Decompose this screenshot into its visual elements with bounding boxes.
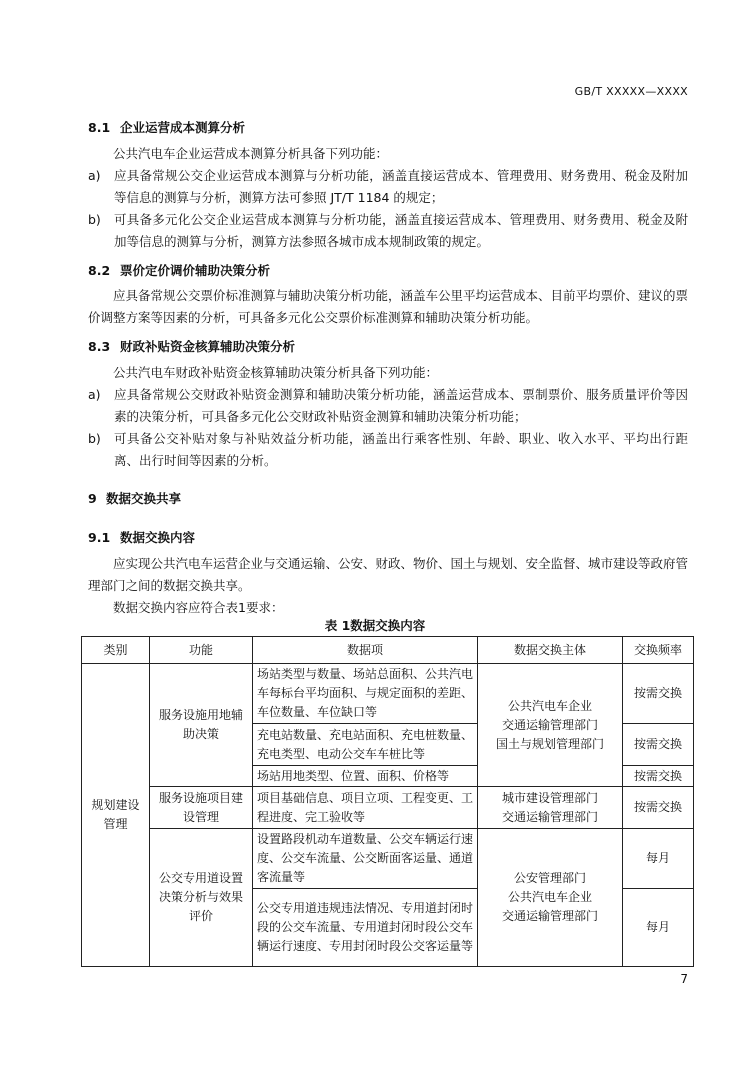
table-header-row [82,637,694,664]
frequency-cell: 按需交换 [623,787,694,829]
table-row [82,787,694,829]
list-text: 应具备常规公交财政补贴资金测算和辅助决策分析功能，涵盖运营成本、票制票价、服务质量评价等因素的决策分析，可具备多元化公交财政补贴资金测算和辅助决策分析功能； [114,387,688,424]
section-8-2-body: 应具备常规公交票价标准测算与辅助决策分析功能，涵盖车公里平均运营成本、目前平均票价、建议的票价调整方案等因素的分析，可具备多元化公交票价标准测算和辅助决策分析功能。 [88,288,689,325]
list-item [88,384,688,428]
frequency-cell: 按需交换 [623,664,694,724]
section-8-1-intro: 公共汽电车企业运营成本测算分析具备下列功能： [113,146,389,161]
list-marker: b) [88,431,101,446]
header-function: 功能 [150,637,253,664]
standard-code: GB/T XXXXX—XXXX [574,85,688,98]
function-cell: 公交专用道设置决策分析与效果评价 [150,829,253,967]
header-data-item: 数据项 [253,637,478,664]
list-item [88,428,688,472]
data-item-cell: 场站类型与数量、场站总面积、公共汽电车每标台平均面积、与规定面积的差距、车位数量、车位缺口等 [253,664,478,724]
table-caption: 表 1数据交换内容 [324,618,426,633]
frequency-cell: 按需交换 [623,724,694,766]
table-row [82,829,694,889]
frequency-cell: 每月 [623,829,694,889]
list-item [88,165,688,209]
section-9-heading [88,489,181,507]
list-text: 可具备多元化公交企业运营成本测算与分析功能，涵盖直接运营成本、管理费用、财务费用、税金及附加等信息的测算与分析，测算方法参照各城市成本规制政策的规定。 [114,212,688,249]
list-marker: a) [88,387,101,402]
frequency-cell: 每月 [623,889,694,967]
section-title: 企业运营成本测算分析 [120,120,246,135]
function-cell: 服务设施用地辅助决策 [150,664,253,787]
data-item-cell: 设置路段机动车道数量、公交车辆运行速度、公交车流量、公交断面客运量、通道客流量等 [253,829,478,889]
category-cell: 规划建设管理 [82,664,150,967]
list-text: 应具备常规公交企业运营成本测算与分析功能，涵盖直接运营成本、管理费用、财务费用、税金及附加等信息的测算与分析，测算方法可参照 JT/T 1184 的规定； [114,168,688,205]
page-number: 7 [680,972,688,986]
section-number: 8.3 [88,339,111,354]
header-exchange-subject: 数据交换主体 [478,637,623,664]
header-exchange-frequency: 交换频率 [623,637,694,664]
data-item-cell: 公交专用道违规违法情况、专用道封闭时段的公交车流量、专用道封闭时段公交车辆运行速度、专用封闭时段公交客运量等 [253,889,478,967]
table-row [82,664,694,724]
subject-cell: 公共汽电车企业 交通运输管理部门 国土与规划管理部门 [478,664,623,787]
section-number: 9 [88,491,97,506]
function-cell: 服务设施项目建设管理 [150,787,253,829]
section-9-1-heading [88,528,195,546]
data-item-cell: 充电站数量、充电站面积、充电桩数量、充电类型、电动公交车车桩比等 [253,724,478,766]
section-9-1-body2: 数据交换内容应符合表1要求： [113,600,284,615]
list-marker: a) [88,168,101,183]
header-category: 类别 [82,637,150,664]
subject-cell: 城市建设管理部门 交通运输管理部门 [478,787,623,829]
data-item-cell: 场站用地类型、位置、面积、价格等 [253,766,478,787]
section-8-3-intro: 公共汽电车财政补贴资金核算辅助决策分析具备下列功能： [113,365,439,380]
data-item-cell: 项目基础信息、项目立项、工程变更、工程进度、完工验收等 [253,787,478,829]
section-9-1-body: 应实现公共汽电车运营企业与交通运输、公安、财政、物价、国土与规划、安全监督、城市建设等政府管理部门之间的数据交换共享。 [88,556,689,593]
section-number: 8.2 [88,263,111,278]
section-title: 财政补贴资金核算辅助决策分析 [120,339,296,354]
list-item [88,209,688,253]
section-title: 票价定价调价辅助决策分析 [120,263,271,278]
section-8-3-heading [88,337,295,355]
data-exchange-table [81,636,694,967]
frequency-cell: 按需交换 [623,766,694,787]
subject-cell: 公安管理部门 公共汽电车企业 交通运输管理部门 [478,829,623,967]
section-8-2-heading [88,261,270,279]
section-number: 9.1 [88,530,111,545]
section-8-1-heading [88,118,245,136]
list-marker: b) [88,212,101,227]
section-title: 数据交换内容 [120,530,196,545]
section-number: 8.1 [88,120,111,135]
list-text: 可具备公交补贴对象与补贴效益分析功能，涵盖出行乘客性别、年龄、职业、收入水平、平均出行距离、出行时间等因素的分析。 [114,431,688,468]
section-title: 数据交换共享 [106,491,182,506]
